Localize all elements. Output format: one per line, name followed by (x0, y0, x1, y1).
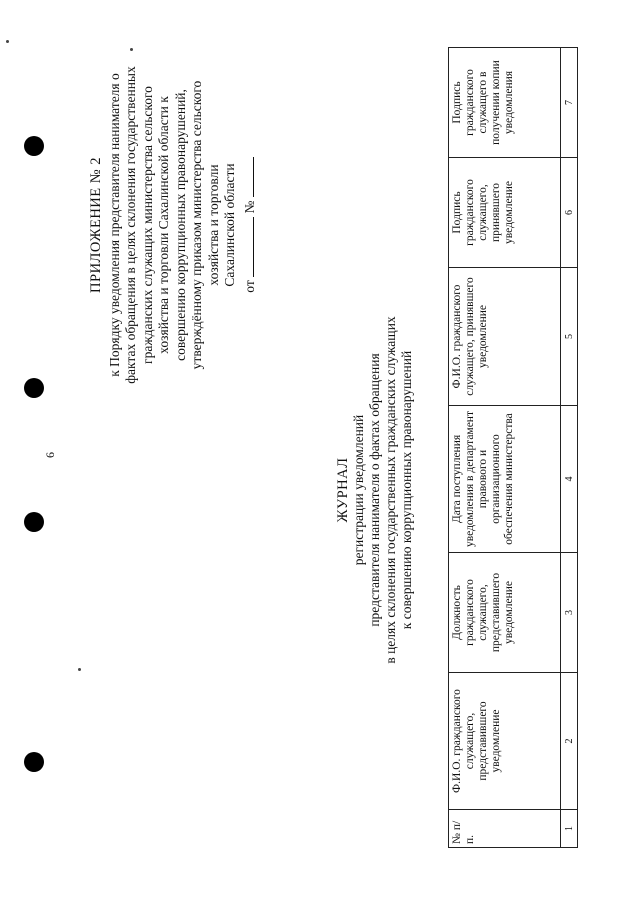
column-number-cell: 1 (561, 810, 578, 848)
header-cell-receiver-signature: Подпись гражданского служащего, принявшего уведомление (449, 158, 561, 268)
appendix-line: гражданских служащих министерства сельского (139, 86, 155, 364)
journal-heading (335, 300, 435, 680)
journal-line: к совершению коррупционных правонарушений (399, 350, 414, 630)
journal-line: регистрации уведомлений (351, 414, 366, 566)
journal-table-wrapper (448, 48, 578, 848)
header-cell-number: № п/п. (449, 810, 561, 848)
header-cell-position: Должность гражданского служащего, представившего уведомление (449, 553, 561, 673)
number-label: № (241, 200, 257, 214)
binder-hole-1 (24, 136, 44, 156)
journal-line: представителя нанимателя о фактах обращения (367, 353, 382, 627)
scan-speck (6, 40, 9, 43)
column-number-cell: 6 (561, 158, 578, 268)
binder-hole-3 (24, 512, 44, 532)
date-number-row (241, 5, 259, 445)
appendix-line: совершению коррупционных правонарушений, (172, 89, 188, 361)
appendix-title: ПРИЛОЖЕНИЕ № 2 (88, 157, 104, 293)
table-number-row (561, 48, 578, 848)
header-cell-copy-signature: Подпись гражданского служащего в получении копии уведомления (449, 48, 561, 158)
column-number-cell: 4 (561, 406, 578, 553)
binder-hole-4 (24, 752, 44, 772)
journal-table (448, 47, 578, 848)
page-number: 6 (43, 452, 57, 458)
column-number-cell: 5 (561, 268, 578, 406)
appendix-block (88, 5, 268, 445)
number-blank (241, 157, 254, 197)
date-blank (241, 217, 254, 277)
journal-line: в целях склонения государственных гражданских служащих (383, 316, 398, 664)
binder-hole-2 (24, 378, 44, 398)
appendix-line: хозяйства и торговли (205, 164, 221, 286)
header-cell-receiver-fio: Ф.И.О. гражданского служащего, принявшего уведомление (449, 268, 561, 406)
appendix-line: к Порядку уведомления представителя нанимателя о (106, 73, 122, 377)
column-number-cell: 3 (561, 553, 578, 673)
column-number-cell: 7 (561, 48, 578, 158)
journal-title: ЖУРНАЛ (335, 457, 351, 523)
from-label: от (241, 280, 257, 293)
table-header-row (449, 48, 561, 848)
appendix-line: фактах обращения в целях склонения государственных (123, 66, 138, 384)
header-cell-fio: Ф.И.О. гражданского служащего, представившего уведомление (449, 673, 561, 810)
column-number-cell: 2 (561, 673, 578, 810)
header-cell-date: Дата поступления уведомления в департамент правового и организационного обеспечения министерства (449, 406, 561, 553)
appendix-line: Сахалинской области (222, 163, 237, 287)
appendix-line: утверждённому приказом министерства сельского (189, 80, 204, 370)
scan-speck (78, 668, 81, 671)
appendix-line: хозяйства и торговли Сахалинской области к (156, 96, 171, 354)
